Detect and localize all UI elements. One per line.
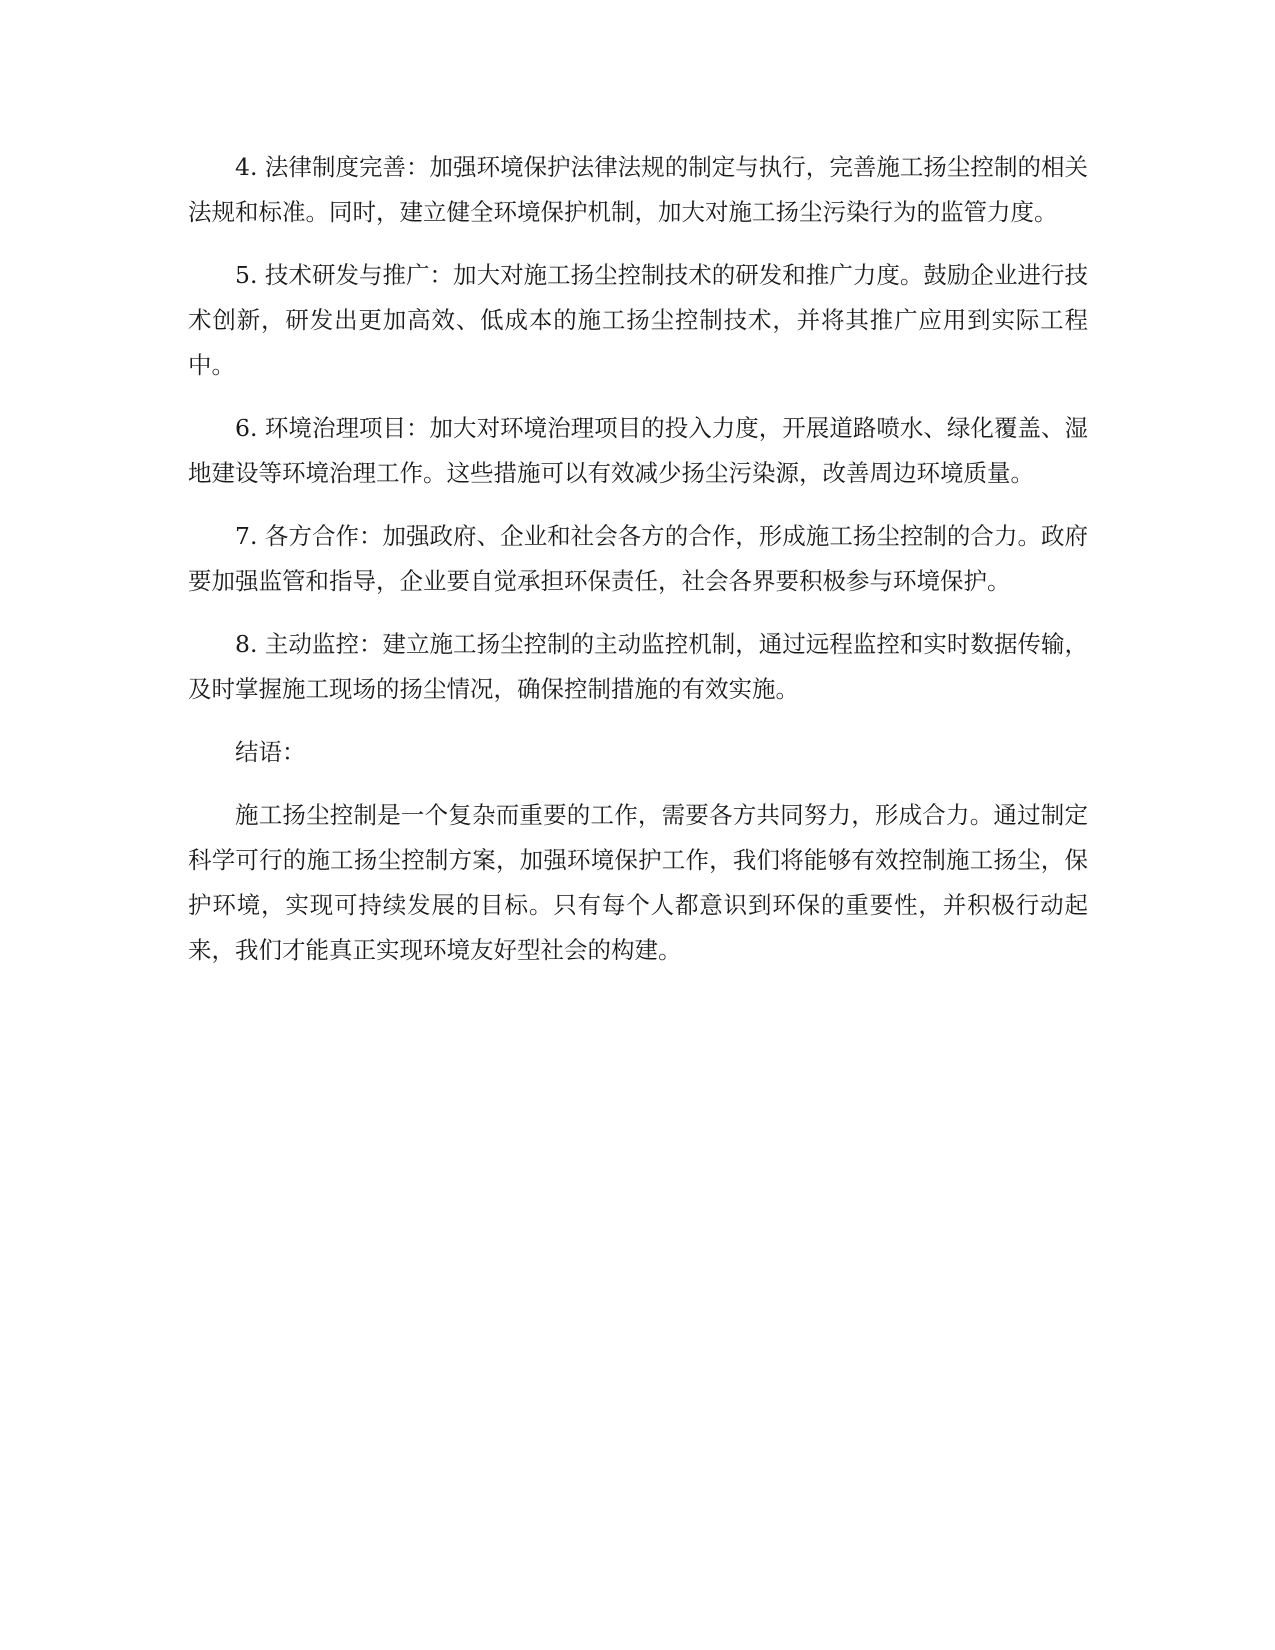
paragraph-active-monitoring: 8. 主动监控：建立施工扬尘控制的主动监控机制，通过远程监控和实时数据传输，及时掌握施工现场的扬尘情况，确保控制措施的有效实施。 xyxy=(188,630,1088,703)
paragraph-tech-research: 5. 技术研发与推广：加大对施工扬尘控制技术的研发和推广力度。鼓励企业进行技术创新，研发出更加高效、低成本的施工扬尘控制技术，并将其推广应用到实际工程中。 xyxy=(188,261,1088,379)
paragraph-cooperation: 7. 各方合作：加强政府、企业和社会各方的合作，形成施工扬尘控制的合力。政府要加强监管和指导，企业要自觉承担环保责任，社会各界要积极参与环境保护。 xyxy=(188,522,1088,595)
paragraph-conclusion: 施工扬尘控制是一个复杂而重要的工作，需要各方共同努力，形成合力。通过制定科学可行的施工扬尘控制方案，加强环境保护工作，我们将能够有效控制施工扬尘，保护环境，实现可持续发展的目标。只有每个人都意识到环保的重要性，并积极行动起来，我们才能真正实现环境友好型社会的构建。 xyxy=(188,801,1088,964)
paragraph-legal-system: 4. 法律制度完善：加强环境保护法律法规的制定与执行，完善施工扬尘控制的相关法规和标准。同时，建立健全环境保护机制，加大对施工扬尘污染行为的监管力度。 xyxy=(188,153,1088,226)
document-body xyxy=(188,145,1088,991)
paragraph-environment-projects: 6. 环境治理项目：加大对环境治理项目的投入力度，开展道路喷水、绿化覆盖、湿地建设等环境治理工作。这些措施可以有效减少扬尘污染源，改善周边环境质量。 xyxy=(188,414,1088,487)
conclusion-heading: 结语： xyxy=(235,738,306,766)
